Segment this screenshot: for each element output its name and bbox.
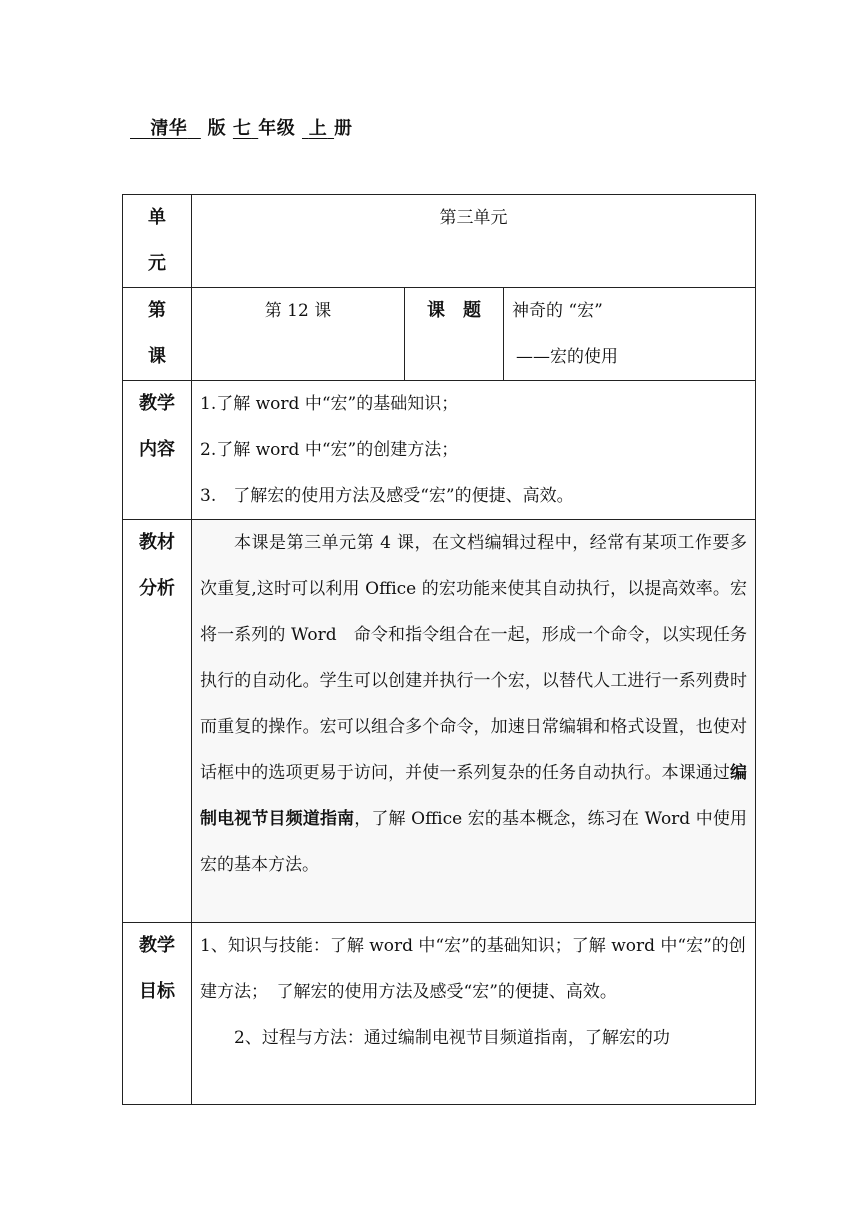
header-publisher: 清华	[150, 118, 188, 139]
topic-value	[504, 288, 756, 381]
content-item-3: 3. 了解宏的使用方法及感受“宏”的便捷、高效。	[200, 486, 574, 506]
analysis-paragraph: 本课是第三单元第 4 课，在文档编辑过程中，经常有某项工作要多次重复,这时可以利用 Office 的宏功能来使其自动执行，以提高效率。宏将一系列的 Word 命令和指令组合在一起，形成一个命令，以实现任务执行的自动化。学生可以创建并执行一个宏，以替代人工进行一系列费时而重复的操作。宏可以组合多个命令，加速日常编辑和格式设置，也使对话框中的选项更易于访问，并使一系列复杂的任务自动执行。本课通过编制电视节目频道指南，了解 Office 宏的基本概念，练习在 Word 中使用宏的基本方法。	[200, 533, 747, 875]
content-item-1: 1.了解 word 中“宏”的基础知识；	[200, 394, 459, 414]
header-edition: 版	[207, 118, 227, 139]
header-term: 上	[308, 118, 328, 139]
objectives-label: 教学 目标	[123, 923, 192, 1105]
objectives-text	[192, 923, 756, 1105]
analysis-highlight: 编制电视节目频道指南	[200, 763, 747, 829]
unit-value: 第三单元	[192, 195, 756, 288]
objectives-row	[123, 923, 756, 1105]
topic-line-2: ——宏的使用	[516, 347, 618, 367]
unit-row	[123, 195, 756, 288]
analysis-label: 教材 分析	[123, 520, 192, 923]
topic-line-1: 神奇的 “宏”	[512, 301, 603, 321]
document-header	[130, 114, 353, 140]
header-grade-suffix: 年级	[258, 118, 296, 139]
content-label: 教学 内容	[123, 381, 192, 520]
lesson-label: 第 课	[123, 288, 192, 381]
topic-label: 课 题	[405, 288, 504, 381]
analysis-text	[192, 520, 756, 923]
content-list	[192, 381, 756, 520]
lesson-plan-table	[122, 194, 756, 1105]
content-row	[123, 381, 756, 520]
objective-1: 1、知识与技能：了解 word 中“宏”的基础知识；了解 word 中“宏”的创建方法； 了解宏的使用方法及感受“宏”的便捷、高效。	[200, 936, 746, 1002]
objective-2: 2、过程与方法：通过编制电视节目频道指南，了解宏的功	[234, 1028, 670, 1048]
lesson-row	[123, 288, 756, 381]
lesson-number: 第 12 课	[192, 288, 405, 381]
analysis-row	[123, 520, 756, 923]
content-item-2: 2.了解 word 中“宏”的创建方法；	[200, 440, 459, 460]
header-grade: 七	[232, 118, 252, 139]
header-volume: 册	[334, 118, 353, 139]
unit-label: 单 元	[123, 195, 192, 288]
